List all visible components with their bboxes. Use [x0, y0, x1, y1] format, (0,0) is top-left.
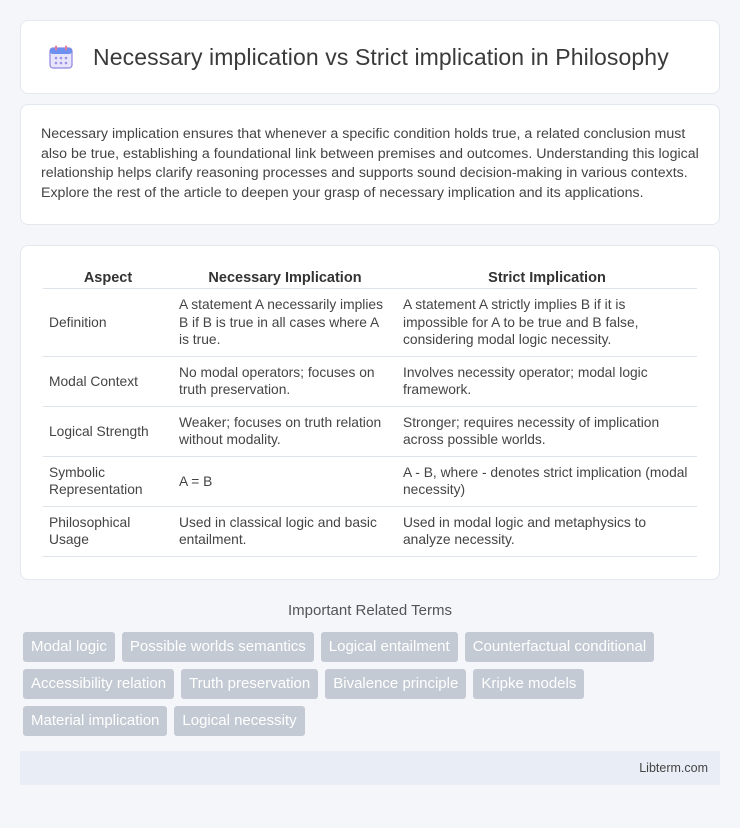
table-row [43, 289, 697, 357]
related-terms-title: Important Related Terms [288, 601, 452, 619]
related-term-tag[interactable]: Truth preservation [181, 669, 318, 699]
related-terms-list [23, 632, 720, 743]
column-header-aspect: Aspect [43, 268, 173, 289]
table-cell-strict: A statement A strictly implies B if it is impossible for A to be true and B false, considering modal logic necessity. [397, 289, 697, 357]
related-term-tag[interactable]: Bivalence principle [325, 669, 466, 699]
table-cell-necessary: Used in classical logic and basic entailment. [173, 506, 397, 556]
table-row [43, 456, 697, 506]
intro-card [20, 104, 720, 225]
table-cell-necessary: A statement A necessarily implies B if B is true in all cases where A is true. [173, 289, 397, 357]
table-cell-necessary: Weaker; focuses on truth relation without modality. [173, 406, 397, 456]
related-term-tag[interactable]: Kripke models [473, 669, 584, 699]
table-cell-aspect: Definition [43, 289, 173, 357]
related-term-tag[interactable]: Logical necessity [174, 706, 304, 736]
footer-brand[interactable]: Libterm.com [639, 760, 708, 775]
related-term-tag[interactable]: Counterfactual conditional [465, 632, 654, 662]
table-row [43, 506, 697, 556]
column-header-necessary: Necessary Implication [173, 268, 397, 289]
table-row [43, 356, 697, 406]
related-term-tag[interactable]: Possible worlds semantics [122, 632, 314, 662]
comparison-table [43, 268, 697, 557]
table-cell-strict: Involves necessity operator; modal logic framework. [397, 356, 697, 406]
intro-text: Necessary implication ensures that whenever a specific condition holds true, a related conclusion must also be true, establishing a foundational link between premises and outcomes. Understanding this logical relationship helps clarify reasoning processes and supports sound decision-making in various contexts. Explore the rest of the article to deepen your grasp of necessary implication and its applications. [41, 126, 699, 201]
column-header-strict: Strict Implication [397, 268, 697, 289]
related-term-tag[interactable]: Logical entailment [321, 632, 458, 662]
table-cell-aspect: Modal Context [43, 356, 173, 406]
page-title: Necessary implication vs Strict implication in Philosophy [93, 43, 669, 70]
table-cell-necessary: No modal operators; focuses on truth preservation. [173, 356, 397, 406]
related-term-tag[interactable]: Modal logic [23, 632, 115, 662]
table-cell-aspect: Logical Strength [43, 406, 173, 456]
table-cell-necessary: A = B [173, 456, 397, 506]
header-card [20, 20, 720, 94]
table-row [43, 406, 697, 456]
table-cell-aspect: Philosophical Usage [43, 506, 173, 556]
comparison-card [20, 245, 720, 580]
table-header-row [43, 268, 697, 289]
footer [20, 751, 720, 785]
table-cell-strict: Stronger; requires necessity of implication across possible worlds. [397, 406, 697, 456]
related-term-tag[interactable]: Material implication [23, 706, 167, 736]
related-term-tag[interactable]: Accessibility relation [23, 669, 174, 699]
table-cell-strict: A - B, where - denotes strict implication (modal necessity) [397, 456, 697, 506]
calendar-grid-icon [43, 39, 79, 75]
table-cell-aspect: Symbolic Representation [43, 456, 173, 506]
table-cell-strict: Used in modal logic and metaphysics to analyze necessity. [397, 506, 697, 556]
